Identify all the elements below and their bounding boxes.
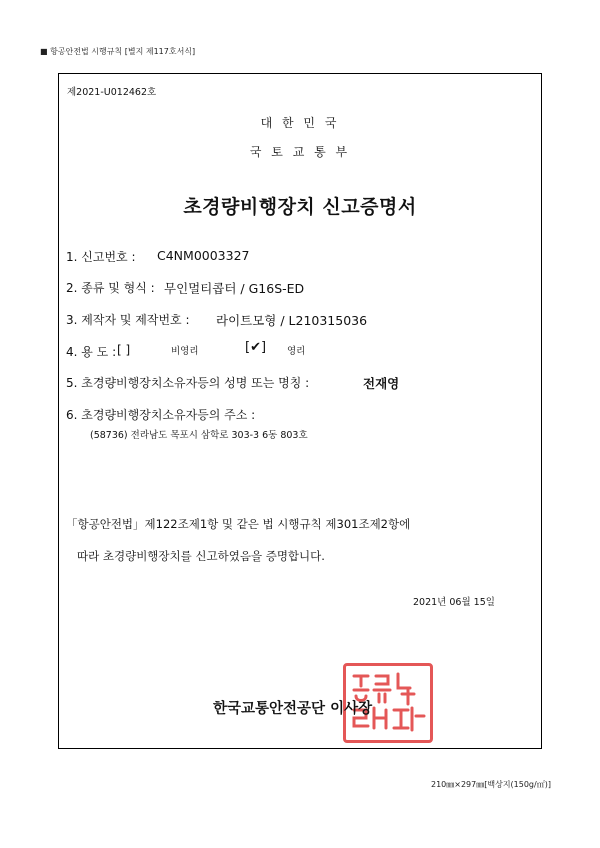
usage-label: 4. 용 도 : xyxy=(66,345,117,359)
owner-address-value: (58736) 전라남도 목포시 삼학로 303-3 6동 803호 xyxy=(90,430,308,441)
paper-spec-note: 210㎜×297㎜[백상지(150g/㎡)] xyxy=(431,780,551,789)
certification-statement-line1: 「항공안전법」제122조제1항 및 같은 법 시행규칙 제301조제2항에 xyxy=(66,517,411,531)
owner-name-value: 전재영 xyxy=(363,376,400,391)
ministry-name: 국 토 교 통 부 xyxy=(249,145,351,159)
form-reference-note: ■ 항공안전법 시행규칙 [별지 제117호서식] xyxy=(40,47,196,56)
usage-noncommercial-checkbox[interactable]: [ ] xyxy=(117,343,131,357)
type-model-value: 무인멀티콥터 / G16S-ED xyxy=(164,281,305,296)
maker-serial-value: 라이트모형 / L210315036 xyxy=(216,313,368,328)
issuer-name: 한국교통안전공단 이사장 xyxy=(213,701,373,717)
check-mark-icon: [✔] xyxy=(245,340,267,355)
country-name: 대 한 민 국 xyxy=(260,116,340,130)
maker-serial-label: 3. 제작자 및 제작번호 : xyxy=(66,313,190,327)
type-model-label: 2. 종류 및 형식 : xyxy=(66,281,155,295)
certification-statement-line2: 따라 초경량비행장치를 신고하였음을 증명합니다. xyxy=(77,549,325,563)
document-number: 제2021-U012462호 xyxy=(67,87,157,98)
owner-address-label: 6. 초경량비행장치소유자등의 주소 : xyxy=(66,408,256,422)
registration-number-value: C4NM0003327 xyxy=(157,248,250,263)
certificate-title: 초경량비행장치 신고증명서 xyxy=(183,196,417,218)
usage-commercial-checkbox[interactable] xyxy=(245,340,266,355)
owner-name-label: 5. 초경량비행장치소유자등의 성명 또는 명칭 : xyxy=(66,376,310,390)
issue-date: 2021년 06월 15일 xyxy=(413,597,495,608)
usage-noncommercial-label: 비영리 xyxy=(171,346,199,357)
registration-number-label: 1. 신고번호 : xyxy=(66,250,136,264)
usage-commercial-label: 영리 xyxy=(287,346,306,357)
